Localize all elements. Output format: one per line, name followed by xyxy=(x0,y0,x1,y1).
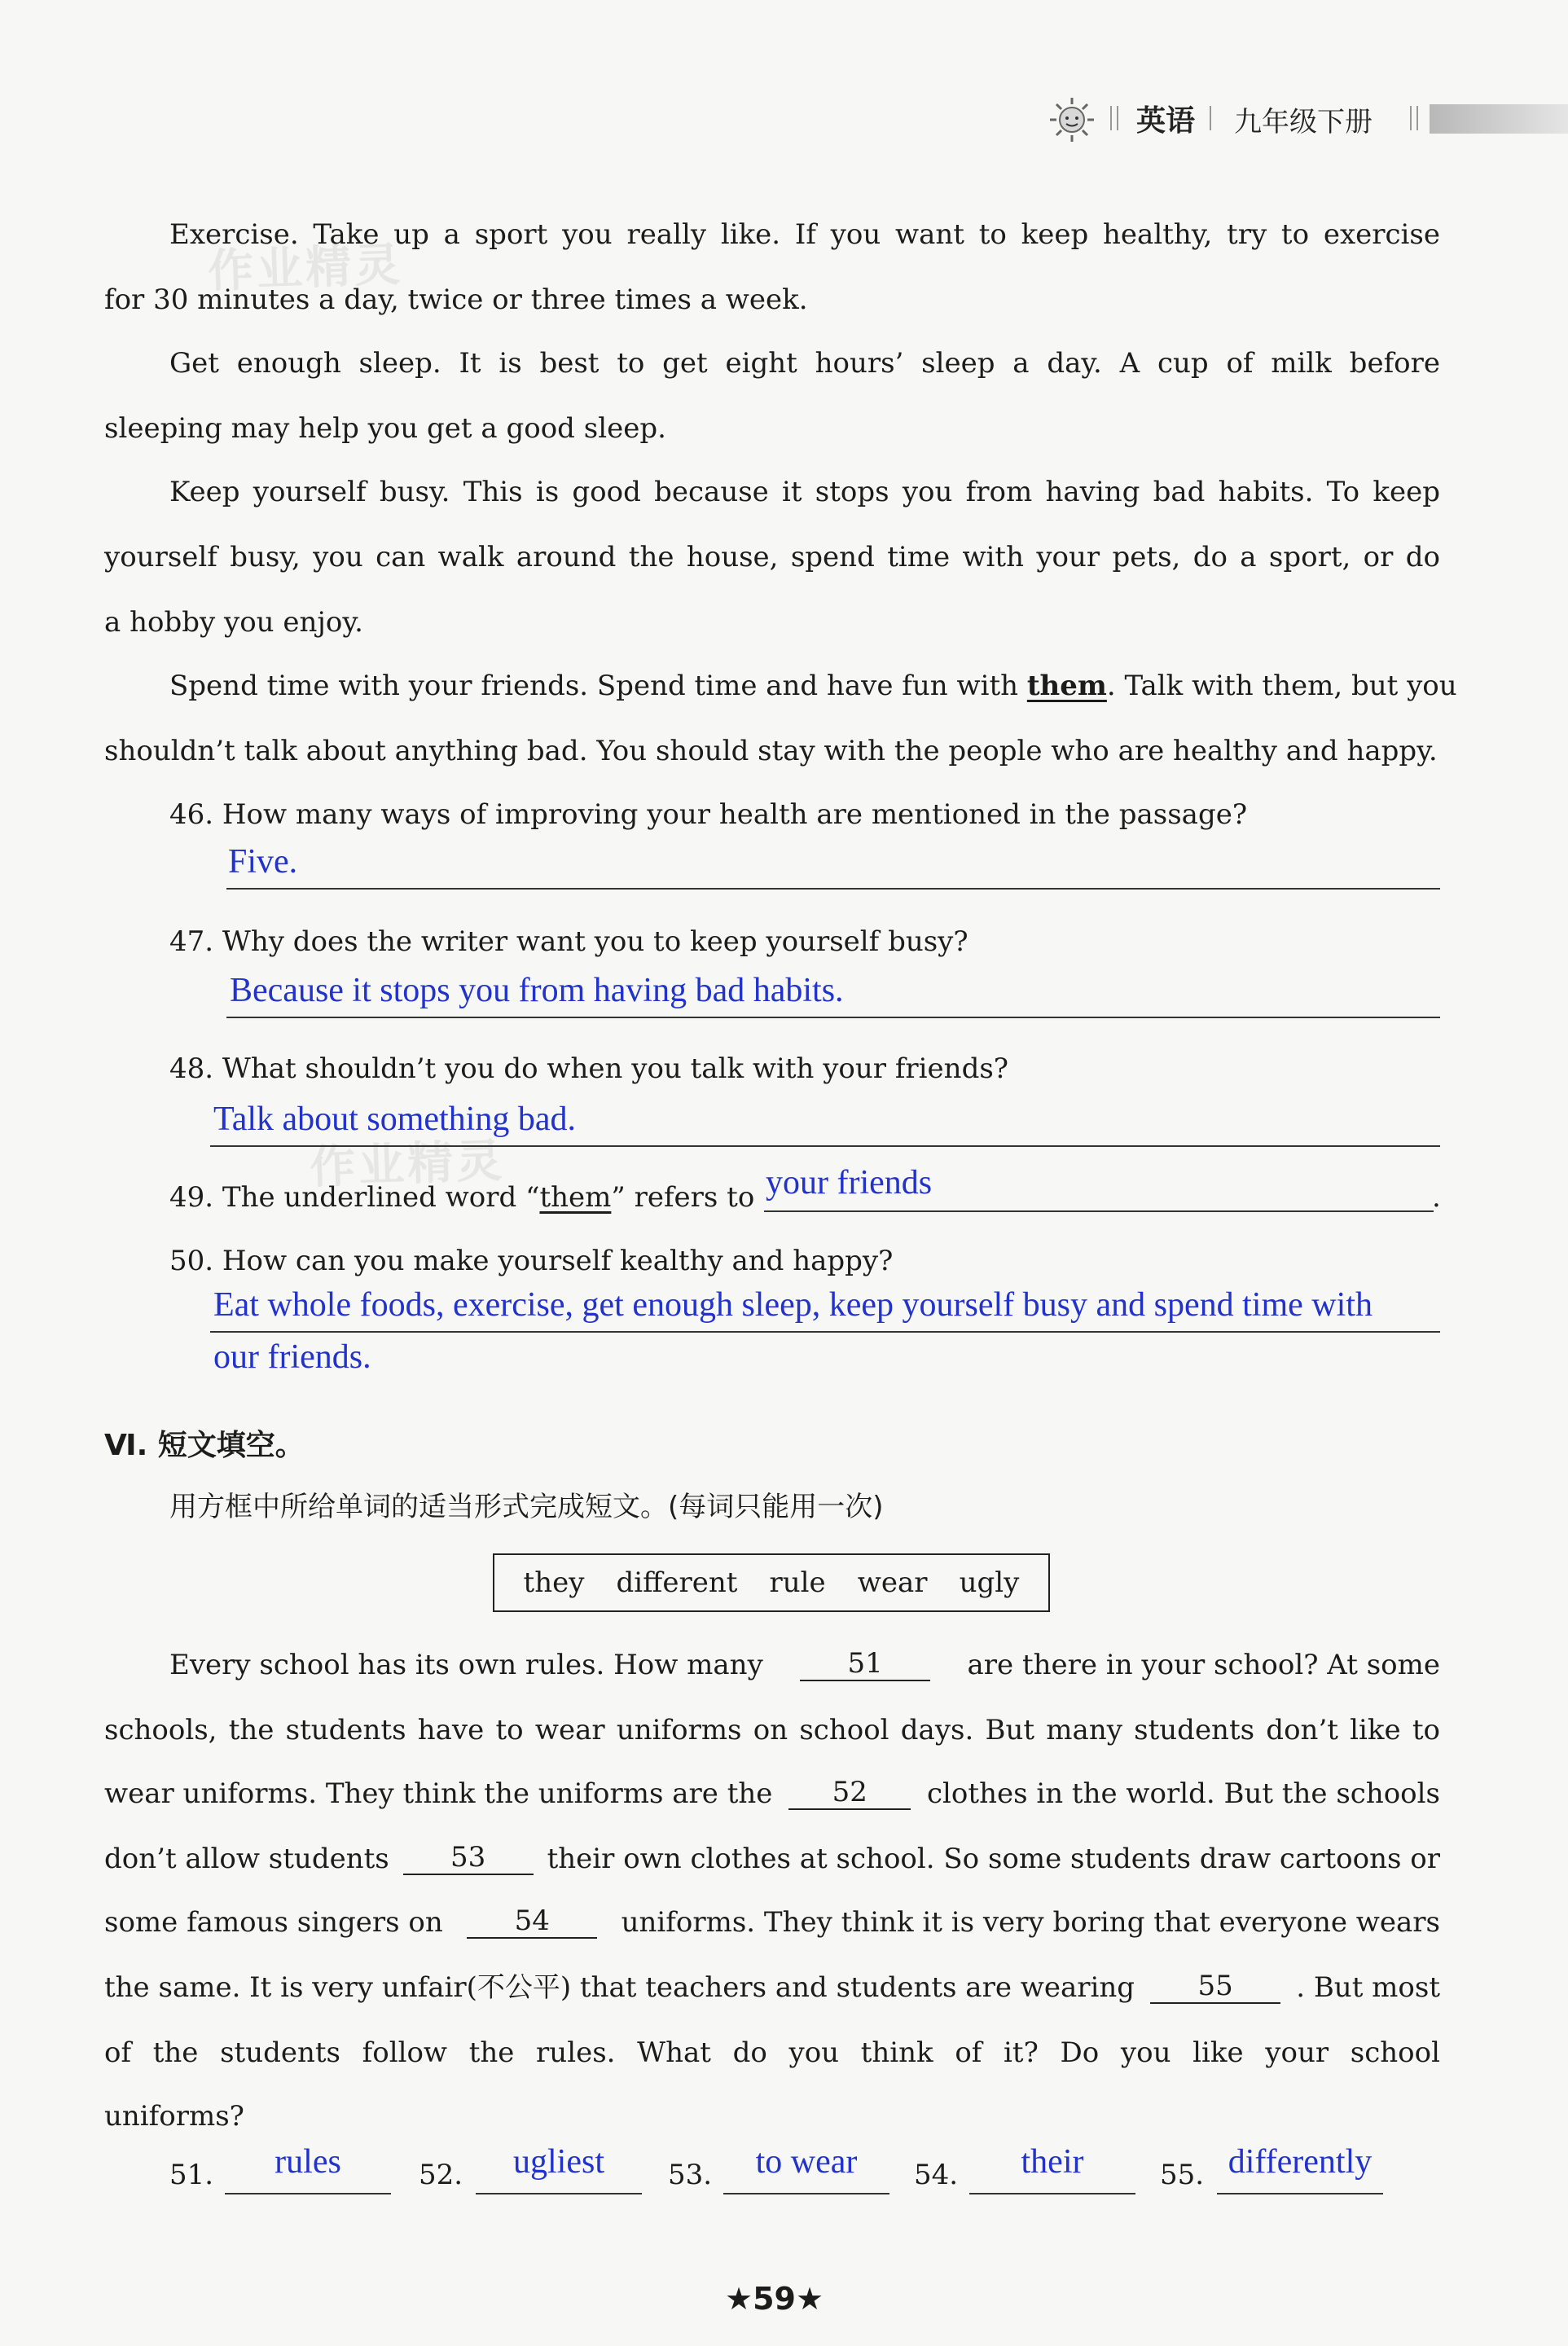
question-47 xyxy=(169,925,968,958)
answer-46: Five. xyxy=(228,843,298,881)
answer-50: Eat whole foods, exercise, get enough sleep, keep yourself busy and spend time with xyxy=(213,1286,1373,1324)
answer-number: 53. xyxy=(668,2159,713,2191)
answer-55: differently xyxy=(1228,2143,1373,2181)
answer-line xyxy=(969,2193,1135,2194)
sun-mascot-icon xyxy=(1047,96,1097,143)
word-bank-item: wear xyxy=(857,1566,928,1599)
answer-line xyxy=(764,1210,1434,1212)
question-number: 50. xyxy=(169,1245,214,1277)
question-number: 49. xyxy=(169,1181,214,1214)
blank-55: 55 xyxy=(1150,1971,1280,2004)
cloze-line xyxy=(104,1906,1440,1939)
cloze-line: schools, the students have to wear uniforms on school days. But many students don’t like to xyxy=(104,1714,1440,1746)
answer-47: Because it stops you from having bad habits. xyxy=(230,972,844,1009)
cloze-text: Every school has its own rules. How many xyxy=(169,1649,763,1681)
answer-51: rules xyxy=(275,2143,341,2181)
section-instruction: 用方框中所给单词的适当形式完成短文。(每词只能用一次) xyxy=(169,1491,884,1523)
answer-line xyxy=(226,888,1440,890)
passage-line: Get enough sleep. It is best to get eight hours’ sleep a day. A cup of milk before xyxy=(169,347,1440,380)
answer-54: their xyxy=(1021,2143,1084,2181)
answer-number: 55. xyxy=(1160,2159,1205,2191)
answer-line xyxy=(226,1017,1440,1018)
passage-line: yourself busy, you can walk around the house, spend time with your pets, do a sport, or do xyxy=(104,541,1440,573)
passage-line: shouldn’t talk about anything bad. You should stay with the people who are healthy and happy. xyxy=(104,735,1438,767)
question-number: 46. xyxy=(169,798,214,831)
answer-line xyxy=(210,1145,1440,1147)
cloze-text: some famous singers on xyxy=(104,1906,443,1939)
header-divider xyxy=(1410,106,1418,130)
blank-51: 51 xyxy=(800,1649,930,1681)
answer-number: 52. xyxy=(419,2159,463,2191)
passage-text: Spend time with your friends. Spend time and have fun with xyxy=(169,670,1027,702)
cloze-line: uniforms? xyxy=(104,2100,244,2133)
answer-line xyxy=(723,2193,889,2194)
answer-line xyxy=(225,2193,391,2194)
watermark: 作业精灵 xyxy=(309,1134,507,1195)
cloze-text: uniforms. They think it is very boring that everyone wears xyxy=(621,1906,1440,1939)
passage-line xyxy=(169,670,1457,702)
passage-line: sleeping may help you get a good sleep. xyxy=(104,412,666,445)
cloze-text: the same. It is very unfair(不公平) that teachers and students are wearing xyxy=(104,1971,1135,2004)
section-title: Ⅵ. 短文填空。 xyxy=(104,1429,305,1462)
passage-line: Keep yourself busy. This is good because it stops you from having bad habits. To keep xyxy=(169,476,1440,508)
cloze-text: are there in your school? At some xyxy=(967,1649,1440,1681)
underlined-word: them xyxy=(1026,670,1107,702)
answer-line xyxy=(476,2193,642,2194)
cloze-text: . But most xyxy=(1296,1971,1440,2004)
answer-48: Talk about something bad. xyxy=(213,1101,576,1138)
question-text: Why does the writer want you to keep yourself busy? xyxy=(222,925,968,958)
question-50 xyxy=(169,1245,893,1277)
cloze-text: their own clothes at school. So some students draw cartoons or xyxy=(547,1843,1440,1875)
cloze-line xyxy=(104,1971,1440,2004)
answer-line xyxy=(210,1331,1440,1333)
question-46 xyxy=(169,798,1247,831)
question-48 xyxy=(169,1052,1008,1085)
page-header xyxy=(1047,91,1568,148)
answer-line xyxy=(1217,2193,1383,2194)
question-text: What shouldn’t you do when you talk with your friends? xyxy=(222,1052,1009,1085)
question-number: 48. xyxy=(169,1052,214,1085)
word-bank-item: rule xyxy=(769,1566,826,1599)
passage-text: . Talk with them, but you xyxy=(1106,670,1457,702)
cloze-line: of the students follow the rules. What do you think of it? Do you like your school xyxy=(104,2036,1440,2069)
question-number: 47. xyxy=(169,925,214,958)
header-divider xyxy=(1210,106,1213,130)
answer-53: to wear xyxy=(755,2143,858,2181)
cloze-text: don’t allow students xyxy=(104,1843,389,1875)
underlined-word: them xyxy=(539,1181,612,1214)
question-text: How can you make yourself kealthy and happy? xyxy=(222,1245,894,1277)
passage-line: Exercise. Take up a sport you really like. If you want to keep healthy, try to exercise xyxy=(169,218,1440,251)
blank-52: 52 xyxy=(788,1777,911,1810)
question-end-period: . xyxy=(1432,1181,1441,1214)
answer-52: ugliest xyxy=(513,2143,604,2181)
word-bank-item: they xyxy=(523,1566,585,1599)
answer-number: 54. xyxy=(914,2159,959,2191)
header-divider xyxy=(1110,106,1118,130)
passage-line: for 30 minutes a day, twice or three times a week. xyxy=(104,283,808,316)
passage-line: a hobby you enjoy. xyxy=(104,606,363,639)
blank-54: 54 xyxy=(467,1906,597,1939)
question-text: How many ways of improving your health are mentioned in the passage? xyxy=(222,798,1248,831)
header-subject: 英语 xyxy=(1136,104,1196,138)
page-number: ★59★ xyxy=(725,2281,824,2317)
answer-50-continued: our friends. xyxy=(213,1338,371,1376)
answer-number: 51. xyxy=(169,2159,214,2191)
word-bank xyxy=(493,1553,1050,1612)
cloze-line xyxy=(104,1843,1440,1875)
header-decoration xyxy=(1430,104,1568,134)
cloze-text: wear uniforms. They think the uniforms are the xyxy=(104,1777,773,1810)
header-grade: 九年级下册 xyxy=(1234,106,1373,138)
cloze-text: clothes in the world. But the schools xyxy=(927,1777,1440,1810)
cloze-line xyxy=(104,1777,1440,1810)
question-49 xyxy=(169,1181,754,1214)
watermark: 作业精灵 xyxy=(207,238,405,299)
cloze-line xyxy=(169,1649,1440,1681)
blank-53: 53 xyxy=(403,1843,534,1875)
question-text: ” refers to xyxy=(611,1181,755,1214)
word-bank-item: different xyxy=(616,1566,738,1599)
word-bank-item: ugly xyxy=(959,1566,1020,1599)
answer-49: your friends xyxy=(766,1164,933,1202)
question-text: The underlined word “ xyxy=(222,1181,540,1214)
